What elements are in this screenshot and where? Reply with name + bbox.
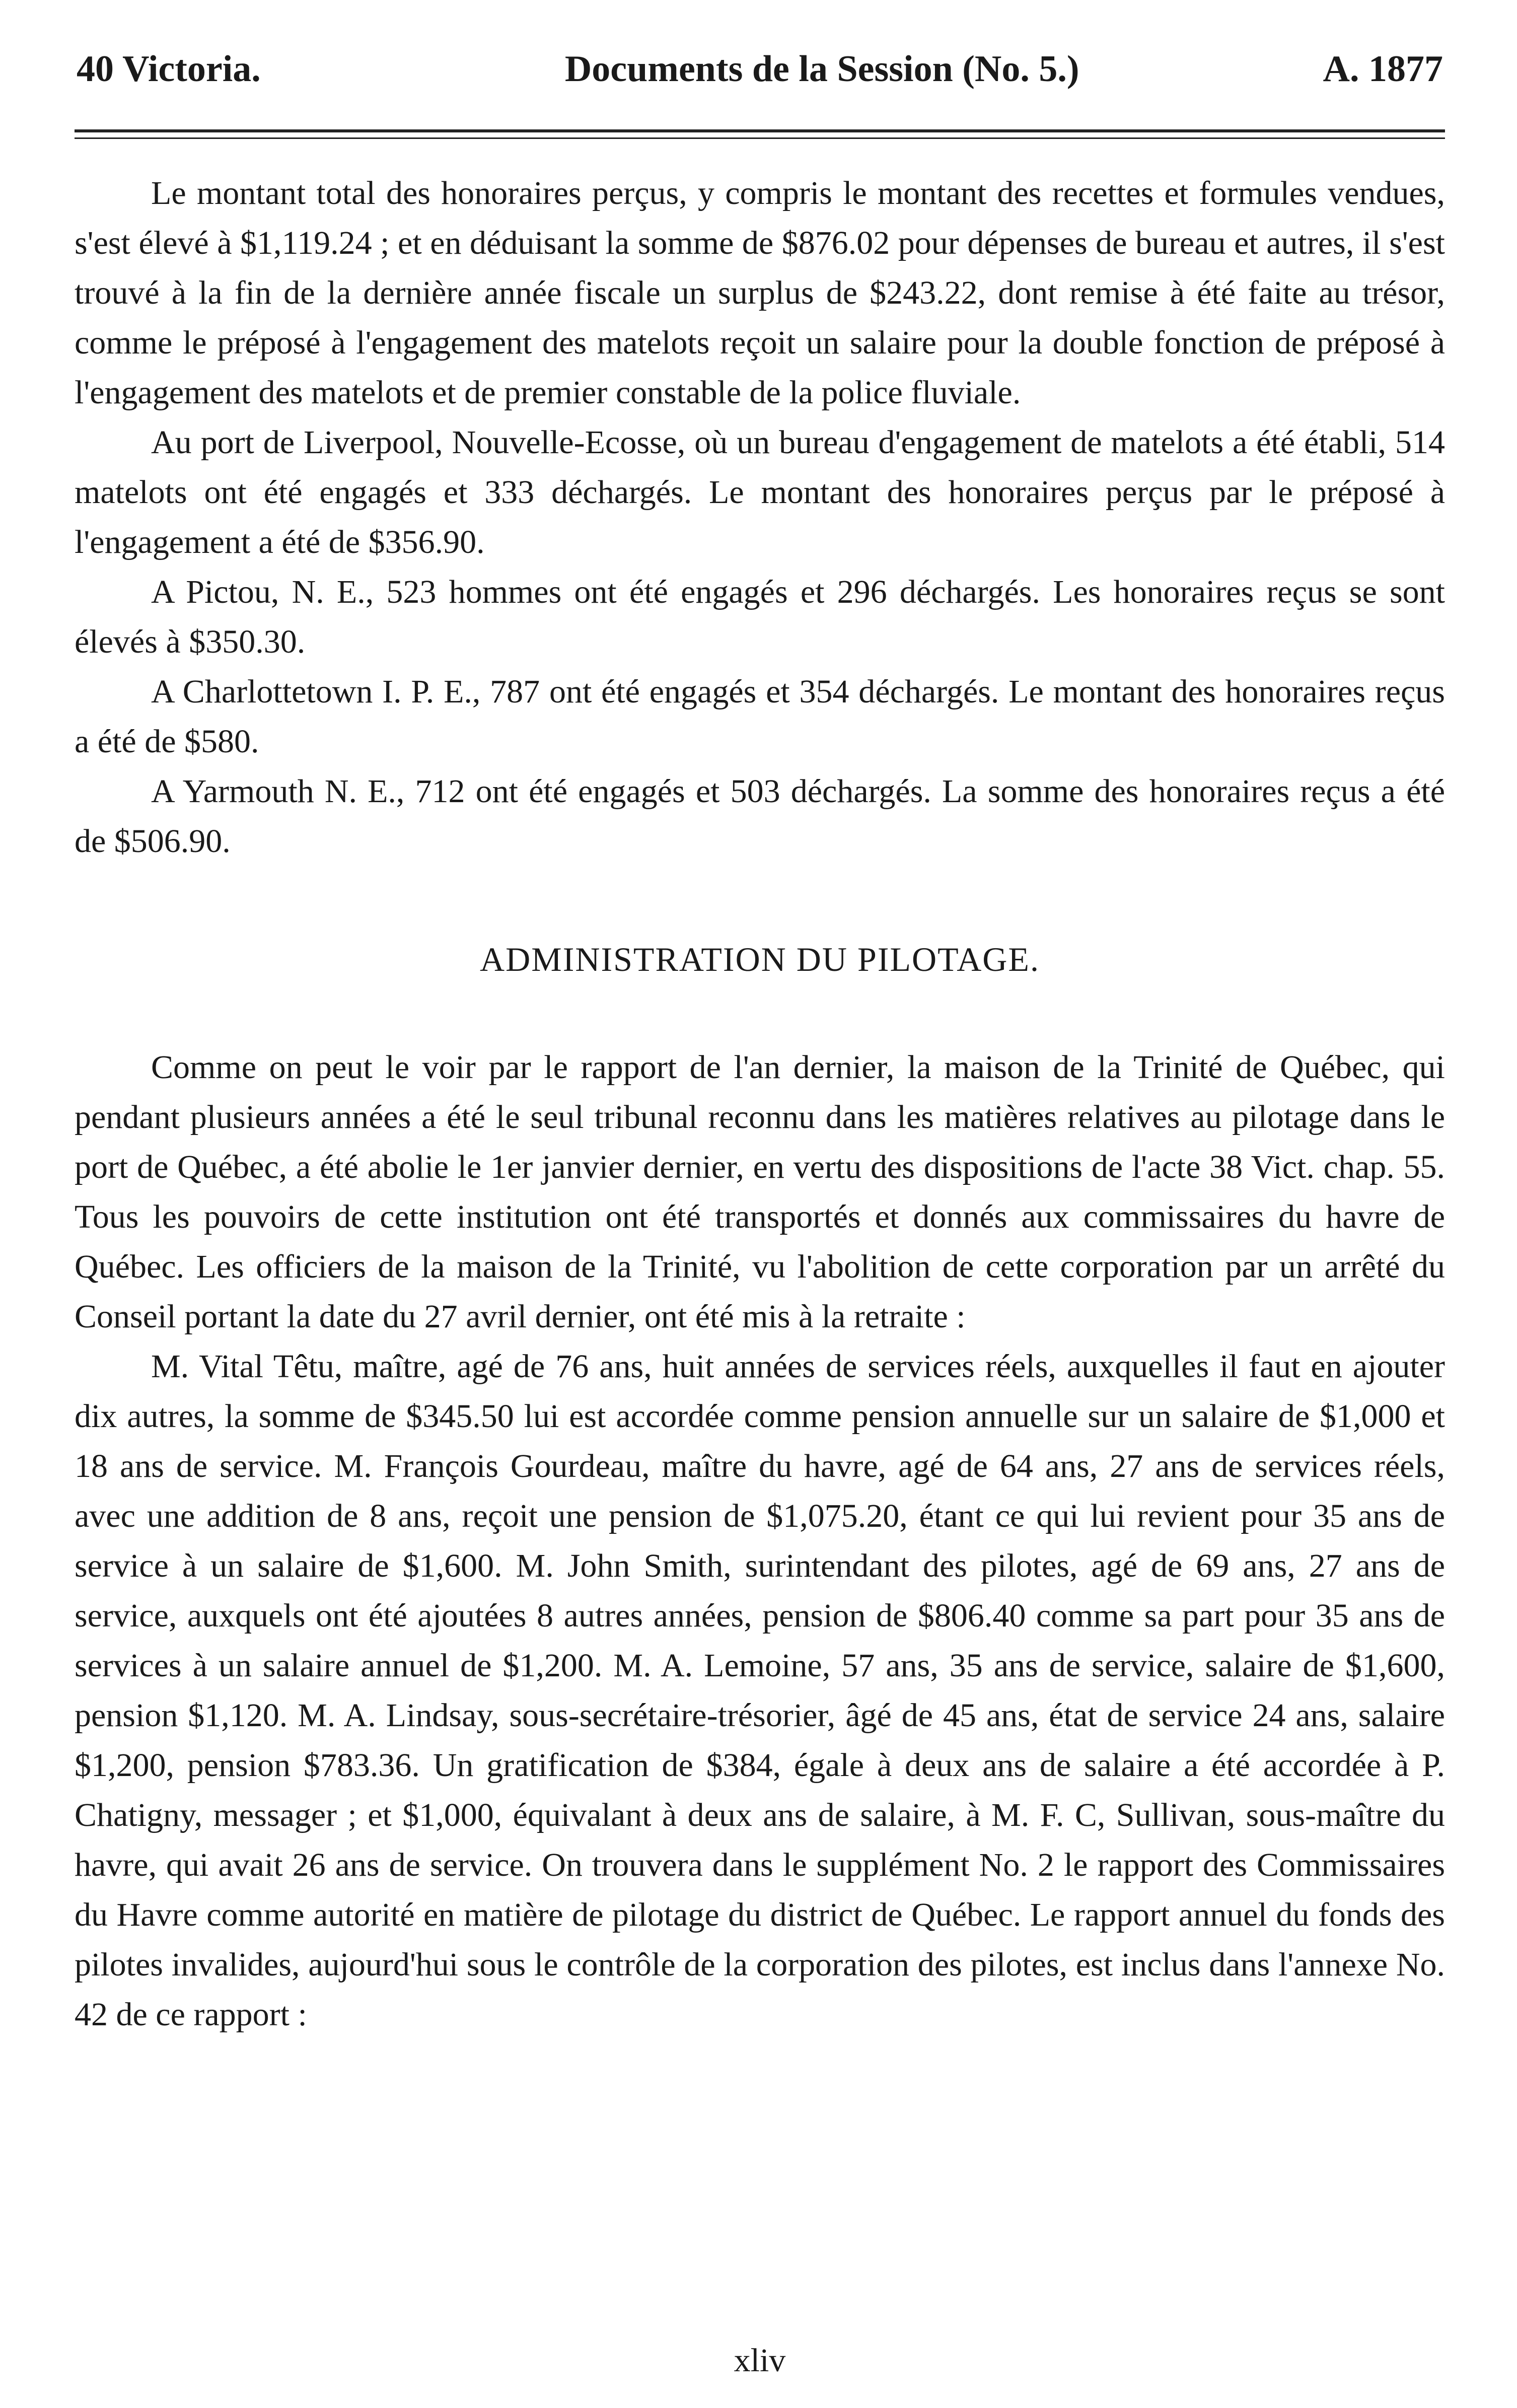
text-block-top [75, 168, 1445, 866]
section-heading: ADMINISTRATION DU PILOTAGE. [480, 940, 1040, 978]
paragraph-charlottetown: A Charlottetown I. P. E., 787 ont été engagés et 354 déchargés. Le montant des honoraires reçus a été de $580. [75, 673, 1445, 760]
document-page [75, 48, 1445, 2379]
page-number: xliv [734, 2342, 786, 2379]
paragraph-honoraires-total: Le montant total des honoraires perçus, y compris le montant des recettes et formules vendues, s'est élevé à $1,119.24 ; et en déduisant la somme de $876.02 pour dépenses de bureau et autres, il s'est trouvé à la fin de la dernière année fiscale un surplus de $243.22, dont remise à été faite au trésor, comme le préposé à l'engagement des matelots reçoit un salaire pour la double fonction de préposé à l'engagement des matelots et de premier constable de la police fluviale. [75, 175, 1445, 411]
paragraph-liverpool: Au port de Liverpool, Nouvelle-Ecosse, où un bureau d'engagement de matelots a été établi, 514 matelots ont été engagés et 333 déchargés. Le montant des honoraires perçus par le préposé à l'engagement a été de $356.90. [75, 424, 1445, 560]
paragraph-trinite: Comme on peut le voir par le rapport de l'an dernier, la maison de la Trinité de Québec, qui pendant plusieurs années a été le seul tribunal reconnu dans les matières relatives au pilotage dans le port de Québec, a été abolie le 1er janvier dernier, en vertu des dispositions de l'acte 38 Vict. chap. 55. Tous les pouvoirs de cette institution ont été transportés et donnés aux commissaires du havre de Québec. Les officiers de la maison de la Trinité, vu l'abolition de cette corporation par un arrêté du Conseil portant la date du 27 avril dernier, ont été mis à la retraite : [75, 1049, 1445, 1335]
paragraph-yarmouth: A Yarmouth N. E., 712 ont été engagés et 503 déchargés. La somme des honoraires reçus a été de $506.90. [75, 773, 1445, 860]
paragraph-pictou: A Pictou, N. E., 523 hommes ont été engagés et 296 déchargés. Les honoraires reçus se sont élevés à $350.30. [75, 574, 1445, 660]
text-block-bottom [75, 1042, 1445, 2039]
header-volume: 40 Victoria. [77, 48, 261, 90]
header-double-rule [75, 129, 1445, 139]
paragraph-pensions: M. Vital Têtu, maître, agé de 76 ans, huit années de services réels, auxquelles il faut en ajouter dix autres, la somme de $345.50 lui est accordée comme pension annuelle sur un salaire de $1,000 et 18 ans de service. M. François Gourdeau, maître du havre, agé de 64 ans, 27 ans de services réels, avec une addition de 8 ans, reçoit une pension de $1,075.20, étant ce qui lui revient pour 35 ans de service à un salaire de $1,600. M. John Smith, surintendant des pilotes, agé de 69 ans, 27 ans de service, auxquels ont été ajoutées 8 autres années, pension de $806.40 comme sa part pour 35 ans de services à un salaire annuel de $1,200. M. A. Lemoine, 57 ans, 35 ans de service, salaire de $1,600, pension $1,120. M. A. Lindsay, sous-secrétaire-trésorier, âgé de 45 ans, état de service 24 ans, salaire $1,200, pension $783.36. Un gratification de $384, égale à deux ans de salaire a été accordée à P. Chatigny, messager ; et $1,000, équivalant à deux ans de salaire, à M. F. C, Sullivan, sous-maître du havre, qui avait 26 ans de service. On trouvera dans le supplément No. 2 le rapport des Commissaires du Havre comme autorité en matière de pilotage du district de Québec. Le rapport annuel du fonds des pilotes invalides, aujourd'hui sous le contrôle de la corporation des pilotes, est inclus dans l'annexe No. 42 de ce rapport : [75, 1348, 1445, 2033]
header-title: Documents de la Session (No. 5.) [564, 48, 1079, 90]
header-year: A. 1877 [1323, 48, 1443, 90]
running-header [75, 48, 1445, 103]
